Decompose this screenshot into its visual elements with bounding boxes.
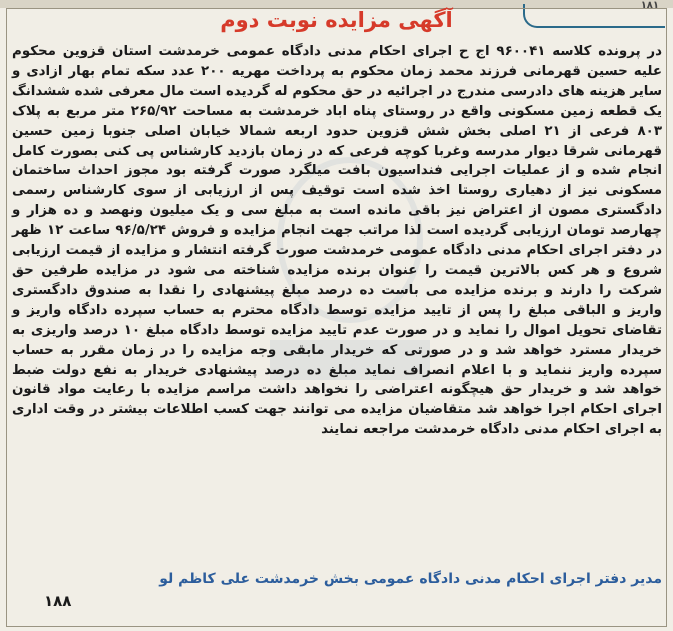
notice-reference-number: ۱۸۸ [44,592,72,610]
notice-signature: مدیر دفتر اجرای احکام مدنی دادگاه عمومی بخش خرمدشت علی کاظم لو [159,571,662,587]
notice-body: در پرونده کلاسه ۹۶۰۰۴۱ اج ح اجرای احکام مدنی دادگاه عمومی خرمدشت استان قزوین محکوم علیه حسین قهرمانی فرزند محمد زمان محکوم به پرداخت مهریه ۲۰۰ عدد سکه تمام بهار ازادی و سایر هزینه های دادرسی مندرج در اجرائیه در حق محکوم له گردیده است مال معرفی شده ششدانگ یک قطعه زمین مسکونی واقع در روستای پناه اباد خرمدشت به مساحت ۲۶۵/۹۲ متر مربع به پلاک ۸۰۳ فرعی از ۲۱ اصلی بخش شش قزوین حدود اربعه شمالا خیابان اصلی جنوبا زمین حسین قهرمانی شرقا دیوار مدرسه وغربا کوچه فرعی که در زمان بازدید کارشناس پی کنی بصورت کامل انجام شده و از عملیات اجرایی فنداسیون بافت میلگرد صورت گرفته بود مجوز احداث ساختمان مسکونی نیز از دهیاری روستا اخذ شده است توقیف پس از ارزیابی از سوی کارشناس رسمی دادگستری مصون از اعتراض نیز باقی مانده است به مبلغ سی و یک میلیون ونهصد و ده هزار و چهارصد تومان ارزیابی گردیده است لذا مراتب جهت انجام مزایده و فروش ۹۶/۵/۲۴ ساعت ۱۲ ظهر در دفتر اجرای احکام مدنی دادگاه عمومی خرمدشت صورت گرفته انتشار و مزایده از قیمت ارزیابی شروع و هر کس بالاترین قیمت را عنوان برنده مزایده شناخته می شود در مزایده طرفین حق شرکت را دارند و برنده مزایده می باست ده درصد مبلغ پیشنهادی را نقدا به صندوق دادگستری واریز و الباقی مبلغ را پس از تایید مزایده توسط دادگاه محترم به حساب سپرده دادگاه واریز و تقاضای تحویل اموال را نماید و در صورت عدم تایید مزایده توسط دادگاه مبلغ ۱۰ درصد واریزی به خریدار مسترد خواهد شد و در صورتی که خریدار مابقی وجه مزایده را در زمان مقرر به حساب سپرده واریز ننماید و با اعلام انصراف نماید مبلغ ده درصد پیشنهادی خریدار به نفع دولت ضبط خواهد شد و خریدار حق هیچگونه اعتراضی را نخواهد داشت مراسم مزایده با رعایت مواد قانون اجرای احکام اجرا خواهد شد متقاضیان مزایده می توانند جهت کسب اطلاعات بیشتر در وقت اداری به اجرای احکام مدنی دادگاه خرمدشت مراجعه نمایند [12,44,662,438]
notice-title: آگهی مزایده نوبت دوم [220,8,453,32]
top-page-number: ۱۸۱ [640,0,659,11]
